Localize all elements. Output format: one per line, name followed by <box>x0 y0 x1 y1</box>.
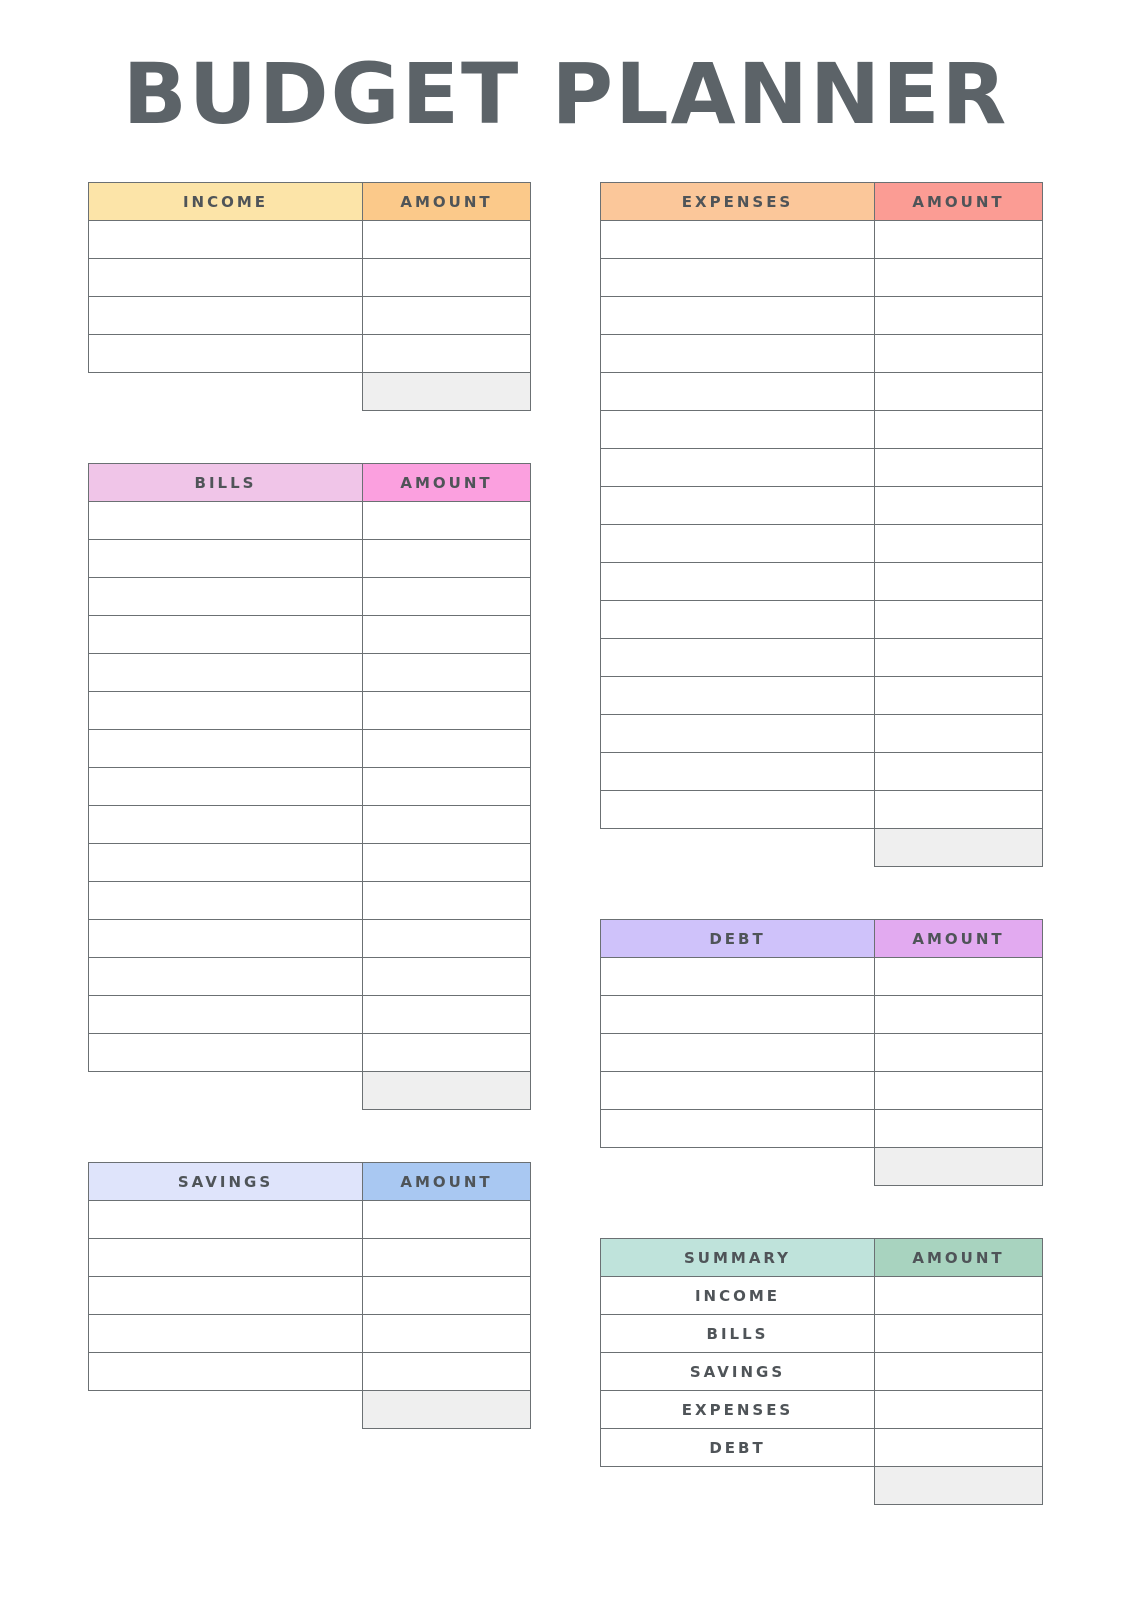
tables-columns <box>0 182 1131 1505</box>
total-spacer <box>89 1072 363 1110</box>
expenses-table <box>600 182 1043 867</box>
table-total-row <box>601 1148 1043 1186</box>
row-label[interactable] <box>89 221 363 259</box>
table-row[interactable] <box>89 1034 531 1072</box>
row-label[interactable] <box>89 730 363 768</box>
table-row[interactable] <box>89 221 531 259</box>
row-amount[interactable] <box>363 1277 531 1315</box>
row-label[interactable] <box>89 1239 363 1277</box>
table-row[interactable] <box>601 639 1043 677</box>
row-label[interactable] <box>89 958 363 996</box>
table-row[interactable] <box>601 1110 1043 1148</box>
table-row[interactable] <box>89 540 531 578</box>
row-amount[interactable] <box>363 730 531 768</box>
row-label[interactable] <box>601 677 875 715</box>
row-label[interactable] <box>601 996 875 1034</box>
summary-amount-header: AMOUNT <box>875 1239 1043 1277</box>
row-label[interactable] <box>601 715 875 753</box>
row-amount[interactable] <box>363 578 531 616</box>
table-row[interactable] <box>89 1239 531 1277</box>
table-row[interactable] <box>601 1315 1043 1353</box>
row-amount[interactable] <box>363 882 531 920</box>
table-row[interactable] <box>89 654 531 692</box>
debt-table <box>600 919 1043 1186</box>
table-header-row <box>601 183 1043 221</box>
table-row[interactable] <box>89 1315 531 1353</box>
row-label[interactable] <box>601 525 875 563</box>
total-spacer <box>89 1391 363 1429</box>
row-label-income: INCOME <box>601 1277 875 1315</box>
row-amount[interactable] <box>363 221 531 259</box>
table-row[interactable] <box>601 1277 1043 1315</box>
table-row[interactable] <box>601 259 1043 297</box>
row-amount[interactable] <box>363 996 531 1034</box>
row-label[interactable] <box>601 1072 875 1110</box>
table-row[interactable] <box>601 487 1043 525</box>
row-label[interactable] <box>601 335 875 373</box>
table-total-row <box>601 1467 1043 1505</box>
row-label[interactable] <box>601 373 875 411</box>
savings-header: SAVINGS <box>89 1163 363 1201</box>
row-label[interactable] <box>601 639 875 677</box>
row-amount[interactable] <box>875 525 1043 563</box>
summary-header: SUMMARY <box>601 1239 875 1277</box>
row-amount[interactable] <box>363 1239 531 1277</box>
expenses-header: EXPENSES <box>601 183 875 221</box>
total-amount[interactable] <box>875 829 1043 867</box>
row-amount[interactable] <box>875 1391 1043 1429</box>
row-amount[interactable] <box>875 335 1043 373</box>
row-label[interactable] <box>89 540 363 578</box>
table-row[interactable] <box>601 601 1043 639</box>
table-row[interactable] <box>89 259 531 297</box>
total-spacer <box>601 829 875 867</box>
table-header-row <box>601 1239 1043 1277</box>
bills-table <box>88 463 531 1110</box>
total-amount[interactable] <box>875 1148 1043 1186</box>
expenses-table-block <box>600 182 1043 867</box>
row-label[interactable] <box>89 259 363 297</box>
row-label[interactable] <box>601 411 875 449</box>
row-amount[interactable] <box>363 1353 531 1391</box>
savings-amount-header: AMOUNT <box>363 1163 531 1201</box>
row-amount[interactable] <box>875 715 1043 753</box>
table-total-row <box>89 1391 531 1429</box>
table-row[interactable] <box>601 1391 1043 1429</box>
summary-table <box>600 1238 1043 1505</box>
table-header-row <box>89 183 531 221</box>
row-amount[interactable] <box>875 958 1043 996</box>
row-amount[interactable] <box>875 639 1043 677</box>
total-spacer <box>601 1148 875 1186</box>
row-label[interactable] <box>601 297 875 335</box>
table-row[interactable] <box>601 958 1043 996</box>
table-row[interactable] <box>89 958 531 996</box>
row-amount[interactable] <box>875 1072 1043 1110</box>
row-amount[interactable] <box>363 654 531 692</box>
summary-table-block <box>600 1238 1043 1505</box>
table-row[interactable] <box>89 578 531 616</box>
row-label-bills: BILLS <box>601 1315 875 1353</box>
row-label[interactable] <box>89 844 363 882</box>
row-amount[interactable] <box>875 1034 1043 1072</box>
total-amount[interactable] <box>363 1391 531 1429</box>
row-label[interactable] <box>89 654 363 692</box>
table-row[interactable] <box>89 616 531 654</box>
row-amount[interactable] <box>875 1429 1043 1467</box>
row-amount[interactable] <box>875 487 1043 525</box>
table-row[interactable] <box>601 449 1043 487</box>
income-table <box>88 182 531 411</box>
bills-header: BILLS <box>89 464 363 502</box>
table-total-row <box>601 829 1043 867</box>
table-total-row <box>89 1072 531 1110</box>
row-label[interactable] <box>601 563 875 601</box>
row-amount[interactable] <box>363 502 531 540</box>
row-label[interactable] <box>89 616 363 654</box>
table-row[interactable] <box>89 1353 531 1391</box>
row-amount[interactable] <box>875 259 1043 297</box>
row-label[interactable] <box>601 791 875 829</box>
row-amount[interactable] <box>363 259 531 297</box>
right-column <box>600 182 1043 1505</box>
row-amount[interactable] <box>363 540 531 578</box>
debt-amount-header: AMOUNT <box>875 920 1043 958</box>
table-row[interactable] <box>601 525 1043 563</box>
row-label[interactable] <box>601 753 875 791</box>
debt-table-block <box>600 919 1043 1186</box>
row-amount[interactable] <box>363 844 531 882</box>
table-row[interactable] <box>601 1353 1043 1391</box>
table-row[interactable] <box>89 844 531 882</box>
table-header-row <box>601 920 1043 958</box>
row-label-savings: SAVINGS <box>601 1353 875 1391</box>
row-amount[interactable] <box>875 753 1043 791</box>
total-spacer <box>601 1467 875 1505</box>
row-amount[interactable] <box>875 297 1043 335</box>
row-label[interactable] <box>89 1201 363 1239</box>
row-amount[interactable] <box>875 563 1043 601</box>
row-amount[interactable] <box>875 1110 1043 1148</box>
row-label[interactable] <box>89 996 363 1034</box>
table-row[interactable] <box>601 791 1043 829</box>
debt-header: DEBT <box>601 920 875 958</box>
row-amount[interactable] <box>363 616 531 654</box>
income-amount-header: AMOUNT <box>363 183 531 221</box>
total-amount[interactable] <box>363 373 531 411</box>
row-label[interactable] <box>89 335 363 373</box>
table-row[interactable] <box>601 373 1043 411</box>
row-label[interactable] <box>601 487 875 525</box>
table-row[interactable] <box>89 1201 531 1239</box>
table-row[interactable] <box>601 563 1043 601</box>
table-row[interactable] <box>601 335 1043 373</box>
row-label[interactable] <box>601 958 875 996</box>
row-amount[interactable] <box>363 1034 531 1072</box>
income-header: INCOME <box>89 183 363 221</box>
table-row[interactable] <box>601 677 1043 715</box>
row-label[interactable] <box>601 1110 875 1148</box>
row-amount[interactable] <box>363 1315 531 1353</box>
row-label[interactable] <box>89 502 363 540</box>
row-label[interactable] <box>89 1353 363 1391</box>
page-title: BUDGET PLANNER <box>122 45 1009 143</box>
row-label[interactable] <box>89 806 363 844</box>
table-row[interactable] <box>89 502 531 540</box>
row-label[interactable] <box>601 1034 875 1072</box>
table-row[interactable] <box>601 1034 1043 1072</box>
row-label[interactable] <box>89 692 363 730</box>
table-row[interactable] <box>89 882 531 920</box>
row-amount[interactable] <box>875 996 1043 1034</box>
savings-table-block <box>88 1162 531 1429</box>
row-amount[interactable] <box>363 297 531 335</box>
row-amount[interactable] <box>363 920 531 958</box>
table-header-row <box>89 1163 531 1201</box>
row-label[interactable] <box>89 882 363 920</box>
row-amount[interactable] <box>363 692 531 730</box>
table-row[interactable] <box>89 806 531 844</box>
row-label[interactable] <box>601 221 875 259</box>
row-amount[interactable] <box>875 221 1043 259</box>
row-amount[interactable] <box>875 1277 1043 1315</box>
row-amount[interactable] <box>875 1353 1043 1391</box>
row-amount[interactable] <box>875 677 1043 715</box>
table-row[interactable] <box>89 768 531 806</box>
table-row[interactable] <box>89 730 531 768</box>
table-row[interactable] <box>601 1429 1043 1467</box>
table-row[interactable] <box>89 920 531 958</box>
row-amount[interactable] <box>875 1315 1043 1353</box>
row-amount[interactable] <box>875 411 1043 449</box>
row-label[interactable] <box>601 601 875 639</box>
income-table-block <box>88 182 531 411</box>
table-row[interactable] <box>601 221 1043 259</box>
row-label[interactable] <box>89 578 363 616</box>
row-amount[interactable] <box>875 449 1043 487</box>
row-amount[interactable] <box>363 806 531 844</box>
row-label[interactable] <box>89 768 363 806</box>
row-amount[interactable] <box>875 791 1043 829</box>
row-label[interactable] <box>89 297 363 335</box>
table-row[interactable] <box>601 411 1043 449</box>
row-label[interactable] <box>89 920 363 958</box>
row-label-expenses: EXPENSES <box>601 1391 875 1429</box>
savings-table <box>88 1162 531 1429</box>
row-amount[interactable] <box>363 958 531 996</box>
table-row[interactable] <box>89 692 531 730</box>
table-total-row <box>89 373 531 411</box>
table-header-row <box>89 464 531 502</box>
table-row[interactable] <box>601 753 1043 791</box>
row-amount[interactable] <box>363 768 531 806</box>
row-label[interactable] <box>89 1277 363 1315</box>
table-row[interactable] <box>601 297 1043 335</box>
row-label[interactable] <box>89 1315 363 1353</box>
total-amount[interactable] <box>875 1467 1043 1505</box>
row-label[interactable] <box>89 1034 363 1072</box>
row-amount[interactable] <box>363 335 531 373</box>
row-label[interactable] <box>601 259 875 297</box>
bills-table-block <box>88 463 531 1110</box>
row-amount[interactable] <box>875 601 1043 639</box>
row-amount[interactable] <box>875 373 1043 411</box>
table-row[interactable] <box>601 715 1043 753</box>
total-amount[interactable] <box>363 1072 531 1110</box>
expenses-amount-header: AMOUNT <box>875 183 1043 221</box>
table-row[interactable] <box>89 1277 531 1315</box>
table-row[interactable] <box>601 996 1043 1034</box>
row-amount[interactable] <box>363 1201 531 1239</box>
table-row[interactable] <box>89 996 531 1034</box>
table-row[interactable] <box>89 335 531 373</box>
left-column <box>88 182 531 1429</box>
total-spacer <box>89 373 363 411</box>
bills-amount-header: AMOUNT <box>363 464 531 502</box>
row-label[interactable] <box>601 449 875 487</box>
table-row[interactable] <box>89 297 531 335</box>
row-label-debt: DEBT <box>601 1429 875 1467</box>
table-row[interactable] <box>601 1072 1043 1110</box>
